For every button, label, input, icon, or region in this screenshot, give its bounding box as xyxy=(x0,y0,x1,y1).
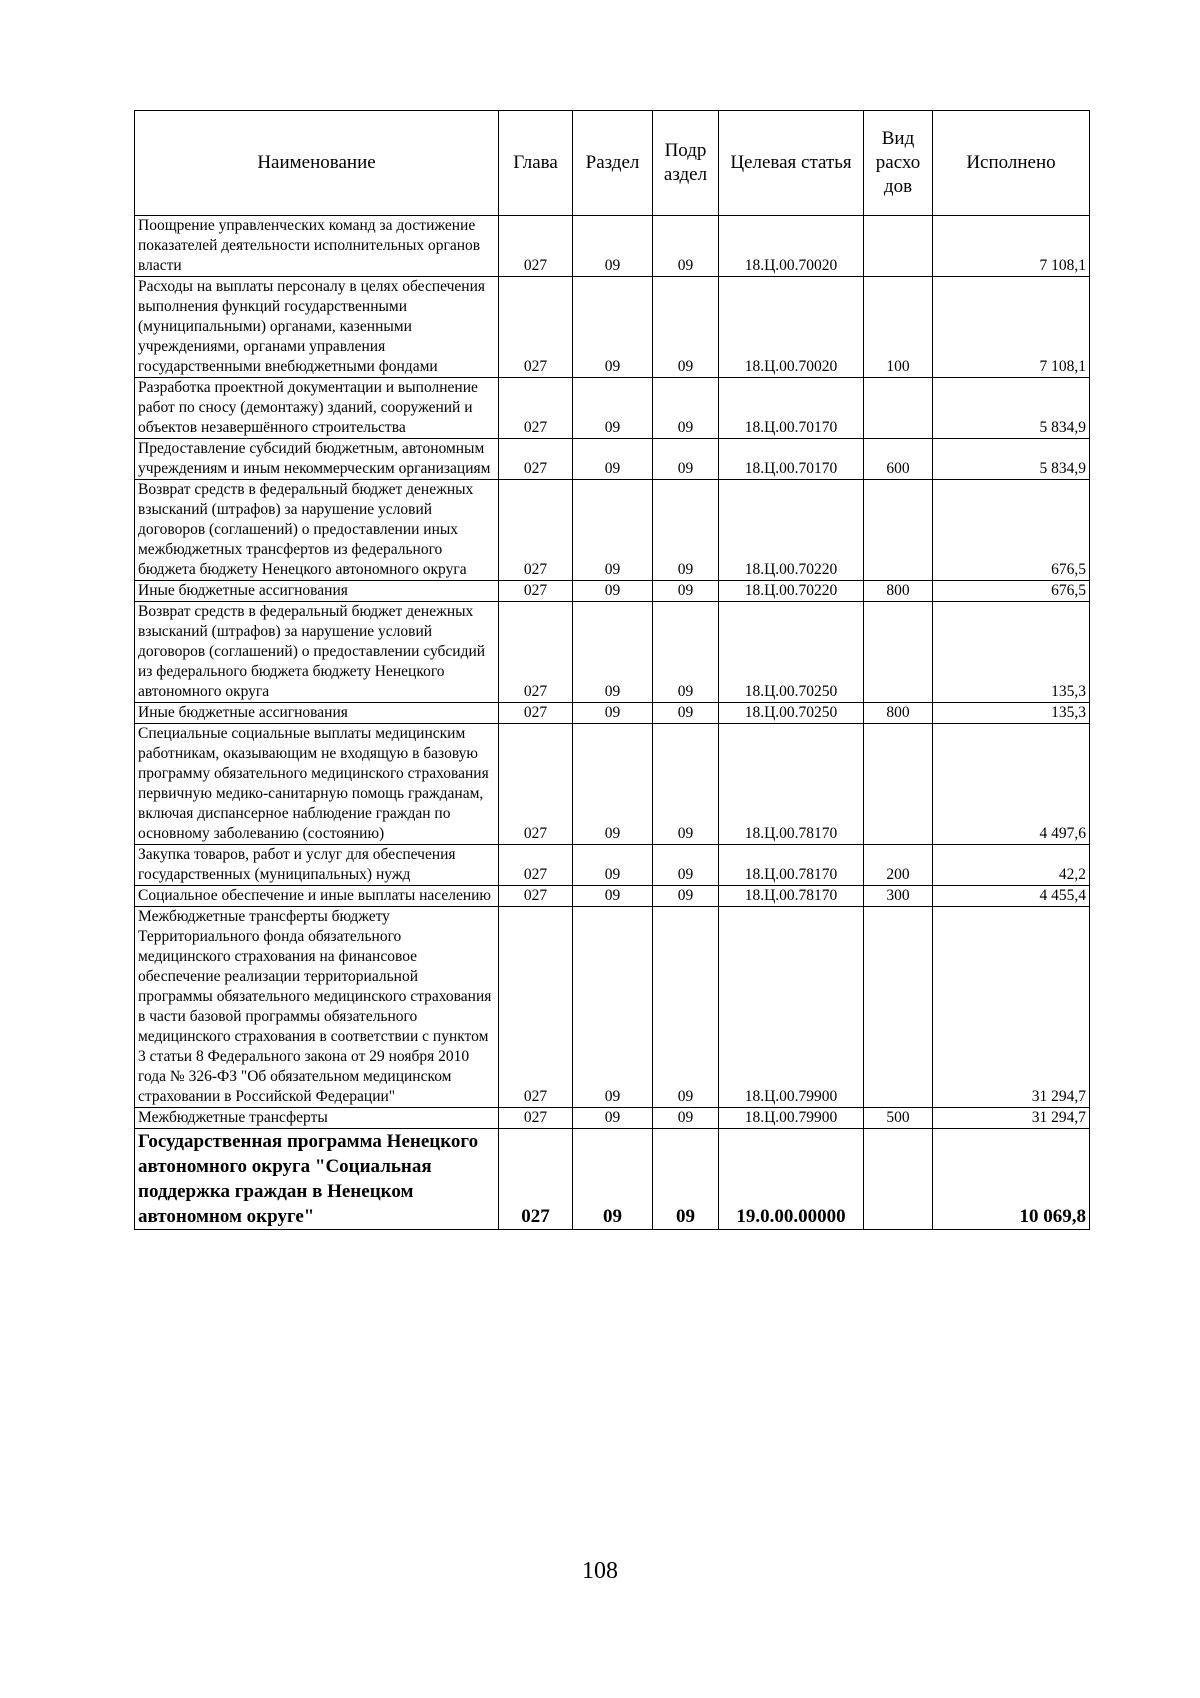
cell-target: 18.Ц.00.70020 xyxy=(719,277,864,378)
cell-glava: 027 xyxy=(499,581,573,602)
cell-glava: 027 xyxy=(499,845,573,886)
cell-vid: 800 xyxy=(864,703,933,724)
cell-podrazdel: 09 xyxy=(653,439,719,480)
cell-executed: 5 834,9 xyxy=(933,378,1090,439)
table-header-row xyxy=(135,111,1090,216)
cell-executed: 31 294,7 xyxy=(933,907,1090,1108)
cell-executed: 676,5 xyxy=(933,581,1090,602)
cell-target: 18.Ц.00.70250 xyxy=(719,602,864,703)
cell-podrazdel: 09 xyxy=(653,845,719,886)
cell-vid: 800 xyxy=(864,581,933,602)
table-row xyxy=(135,724,1090,845)
table-row xyxy=(135,1108,1090,1129)
cell-razdel: 09 xyxy=(573,480,653,581)
cell-razdel: 09 xyxy=(573,581,653,602)
cell-podrazdel: 09 xyxy=(653,602,719,703)
cell-name: Разработка проектной документации и выполнение работ по сносу (демонтажу) зданий, сооружений и объектов незавершённого строительства xyxy=(135,378,499,439)
table-body xyxy=(135,216,1090,1230)
cell-target: 19.0.00.00000 xyxy=(719,1129,864,1230)
cell-executed: 5 834,9 xyxy=(933,439,1090,480)
cell-executed: 4 497,6 xyxy=(933,724,1090,845)
cell-glava: 027 xyxy=(499,480,573,581)
table-row xyxy=(135,581,1090,602)
cell-name: Закупка товаров, работ и услуг для обеспечения государственных (муниципальных) нужд xyxy=(135,845,499,886)
cell-executed: 7 108,1 xyxy=(933,277,1090,378)
cell-vid xyxy=(864,480,933,581)
cell-name: Возврат средств в федеральный бюджет денежных взысканий (штрафов) за нарушение условий договоров (соглашений) о предоставлении субсидий из федерального бюджета бюджету Ненецкого автономного округа xyxy=(135,602,499,703)
cell-razdel: 09 xyxy=(573,1108,653,1129)
cell-vid: 300 xyxy=(864,886,933,907)
cell-name: Межбюджетные трансферты бюджету Территориального фонда обязательного медицинского страхования на финансовое обеспечение реализации территориальной программы обязательного медицинского страхования в части базовой программы обязательного медицинского страхования в соответствии с пунктом 3 статьи 8 Федерального закона от 29 ноября 2010 года № 326-ФЗ "Об обязательном медицинском страховании в Российской Федерации" xyxy=(135,907,499,1108)
cell-vid: 100 xyxy=(864,277,933,378)
cell-vid xyxy=(864,378,933,439)
cell-podrazdel: 09 xyxy=(653,1108,719,1129)
header-razdel: Раздел xyxy=(573,111,653,216)
cell-target: 18.Ц.00.70170 xyxy=(719,439,864,480)
table-row xyxy=(135,216,1090,277)
cell-name: Специальные социальные выплаты медицинским работникам, оказывающим не входящую в базовую программу обязательного медицинского страхования первичную медико-санитарную помощь гражданам, включая диспансерное наблюдение граждан по основному заболеванию (состоянию) xyxy=(135,724,499,845)
cell-podrazdel: 09 xyxy=(653,1129,719,1230)
cell-glava: 027 xyxy=(499,439,573,480)
cell-target: 18.Ц.00.78170 xyxy=(719,886,864,907)
cell-glava: 027 xyxy=(499,886,573,907)
cell-razdel: 09 xyxy=(573,216,653,277)
cell-executed: 4 455,4 xyxy=(933,886,1090,907)
cell-name: Иные бюджетные ассигнования xyxy=(135,703,499,724)
cell-executed: 31 294,7 xyxy=(933,1108,1090,1129)
cell-podrazdel: 09 xyxy=(653,378,719,439)
cell-razdel: 09 xyxy=(573,277,653,378)
cell-razdel: 09 xyxy=(573,439,653,480)
cell-name: Межбюджетные трансферты xyxy=(135,1108,499,1129)
cell-name: Поощрение управленческих команд за достижение показателей деятельности исполнительных органов власти xyxy=(135,216,499,277)
cell-razdel: 09 xyxy=(573,907,653,1108)
cell-razdel: 09 xyxy=(573,845,653,886)
header-executed: Исполнено xyxy=(933,111,1090,216)
cell-podrazdel: 09 xyxy=(653,581,719,602)
table-row xyxy=(135,886,1090,907)
cell-name: Иные бюджетные ассигнования xyxy=(135,581,499,602)
cell-glava: 027 xyxy=(499,907,573,1108)
cell-vid xyxy=(864,1129,933,1230)
cell-target: 18.Ц.00.70220 xyxy=(719,480,864,581)
cell-razdel: 09 xyxy=(573,724,653,845)
table-row xyxy=(135,703,1090,724)
cell-target: 18.Ц.00.70220 xyxy=(719,581,864,602)
cell-vid: 600 xyxy=(864,439,933,480)
cell-executed: 135,3 xyxy=(933,602,1090,703)
header-glava: Глава xyxy=(499,111,573,216)
cell-target: 18.Ц.00.78170 xyxy=(719,724,864,845)
table-row xyxy=(135,845,1090,886)
cell-glava: 027 xyxy=(499,1129,573,1230)
cell-podrazdel: 09 xyxy=(653,480,719,581)
cell-name: Возврат средств в федеральный бюджет денежных взысканий (штрафов) за нарушение условий договоров (соглашений) о предоставлении иных межбюджетных трансфертов из федерального бюджета бюджету Ненецкого автономного округа xyxy=(135,480,499,581)
cell-vid: 500 xyxy=(864,1108,933,1129)
page-number: 108 xyxy=(582,1558,618,1584)
cell-executed: 10 069,8 xyxy=(933,1129,1090,1230)
cell-glava: 027 xyxy=(499,602,573,703)
cell-name: Предоставление субсидий бюджетным, автономным учреждениям и иным некоммерческим организациям xyxy=(135,439,499,480)
cell-vid: 200 xyxy=(864,845,933,886)
cell-target: 18.Ц.00.79900 xyxy=(719,907,864,1108)
cell-razdel: 09 xyxy=(573,378,653,439)
table-row xyxy=(135,907,1090,1108)
table-row-total xyxy=(135,1129,1090,1230)
cell-podrazdel: 09 xyxy=(653,277,719,378)
header-target: Целевая статья xyxy=(719,111,864,216)
cell-vid xyxy=(864,216,933,277)
header-vid: Вид расхо дов xyxy=(864,111,933,216)
table-row xyxy=(135,480,1090,581)
cell-podrazdel: 09 xyxy=(653,907,719,1108)
cell-target: 18.Ц.00.70250 xyxy=(719,703,864,724)
cell-executed: 676,5 xyxy=(933,480,1090,581)
cell-target: 18.Ц.00.70170 xyxy=(719,378,864,439)
cell-target: 18.Ц.00.79900 xyxy=(719,1108,864,1129)
table-row xyxy=(135,439,1090,480)
cell-podrazdel: 09 xyxy=(653,216,719,277)
table-row xyxy=(135,602,1090,703)
budget-table xyxy=(134,110,1090,1230)
cell-target: 18.Ц.00.70020 xyxy=(719,216,864,277)
cell-executed: 135,3 xyxy=(933,703,1090,724)
table-row xyxy=(135,277,1090,378)
header-name: Наименование xyxy=(135,111,499,216)
cell-razdel: 09 xyxy=(573,602,653,703)
cell-podrazdel: 09 xyxy=(653,703,719,724)
table-row xyxy=(135,378,1090,439)
cell-executed: 7 108,1 xyxy=(933,216,1090,277)
cell-razdel: 09 xyxy=(573,703,653,724)
cell-podrazdel: 09 xyxy=(653,886,719,907)
cell-vid xyxy=(864,602,933,703)
cell-glava: 027 xyxy=(499,277,573,378)
cell-glava: 027 xyxy=(499,703,573,724)
cell-executed: 42,2 xyxy=(933,845,1090,886)
cell-glava: 027 xyxy=(499,724,573,845)
cell-vid xyxy=(864,907,933,1108)
cell-vid xyxy=(864,724,933,845)
header-podrazdel: Подр аздел xyxy=(653,111,719,216)
cell-name: Социальное обеспечение и иные выплаты населению xyxy=(135,886,499,907)
cell-glava: 027 xyxy=(499,378,573,439)
cell-glava: 027 xyxy=(499,1108,573,1129)
cell-target: 18.Ц.00.78170 xyxy=(719,845,864,886)
cell-podrazdel: 09 xyxy=(653,724,719,845)
cell-glava: 027 xyxy=(499,216,573,277)
cell-name: Расходы на выплаты персоналу в целях обеспечения выполнения функций государственными (муниципальными) органами, казенными учреждениями, органами управления государственными внебюджетными фондами xyxy=(135,277,499,378)
cell-razdel: 09 xyxy=(573,886,653,907)
cell-razdel: 09 xyxy=(573,1129,653,1230)
cell-name: Государственная программа Ненецкого автономного округа "Социальная поддержка граждан в Ненецком автономном округе" xyxy=(135,1129,499,1230)
